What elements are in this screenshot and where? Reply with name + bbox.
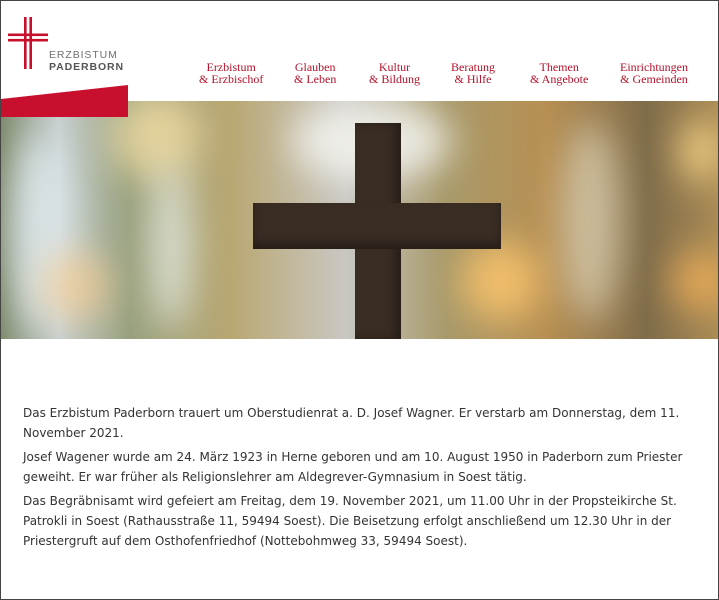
site-header [1, 1, 718, 101]
logo-text-paderborn: PADERBORN [49, 61, 124, 73]
nav-item-label: Glauben [294, 60, 336, 74]
nav-item-erzbistum[interactable] [199, 61, 263, 85]
article-paragraph: Das Erzbistum Paderborn trauert um Oberstudienrat a. D. Josef Wagner. Er verstarb am Donnerstag, dem 11. November 2021. [23, 406, 680, 440]
article-body [23, 403, 699, 555]
nav-item-label: & Bildung [369, 72, 421, 86]
nav-item-beratung[interactable] [451, 61, 495, 85]
nav-item-label: Themen [539, 60, 579, 74]
bokeh-light [681, 121, 718, 181]
nav-item-label: Erzbistum [206, 60, 256, 74]
nav-item-label: Kultur [378, 60, 411, 74]
logo-text-erzbistum: ERZBISTUM [49, 49, 118, 61]
nav-item-glauben[interactable] [294, 61, 336, 85]
cross-icon-beam [253, 203, 501, 249]
nav-item-label: & Leben [294, 72, 337, 86]
nav-item-label: & Hilfe [454, 72, 492, 86]
nav-item-themen[interactable] [530, 61, 588, 85]
nav-item-label: Einrichtungen [620, 60, 688, 74]
nav-item-label: & Gemeinden [620, 72, 688, 86]
bokeh-light [151, 161, 191, 331]
logo-cross-icon [8, 17, 48, 69]
nav-item-label: & Erzbischof [199, 72, 264, 86]
nav-item-einrichtungen[interactable] [620, 61, 688, 85]
article-paragraph: Josef Wagener wurde am 24. März 1923 in Herne geboren und am 10. August 1950 in Paderborn zum Priester geweiht. Er war früher als Religionslehrer am Aldegrever-Gymnasium in Soest tätig. [23, 450, 683, 484]
nav-item-kultur[interactable] [369, 61, 420, 85]
hero-image [1, 101, 718, 339]
bokeh-light [41, 251, 111, 321]
logo[interactable] [1, 1, 128, 117]
article-paragraph: Das Begräbnisamt wird gefeiert am Freitag, dem 19. November 2021, um 11.00 Uhr in der Propsteikirche St. Patrokli in Soest (Rathausstraße 11, 59494 Soest). Die Beisetzung erfolgt anschließend um 12.30 Uhr in der Priestergruft auf dem Osthofenfriedhof (Nottebohmweg 33, 59494 Soest). [23, 494, 677, 548]
bokeh-light [461, 241, 541, 321]
nav-item-label: Beratung [451, 60, 495, 74]
bokeh-light [671, 251, 718, 311]
nav-item-label: & Angebote [530, 72, 589, 86]
bokeh-light [561, 121, 621, 321]
